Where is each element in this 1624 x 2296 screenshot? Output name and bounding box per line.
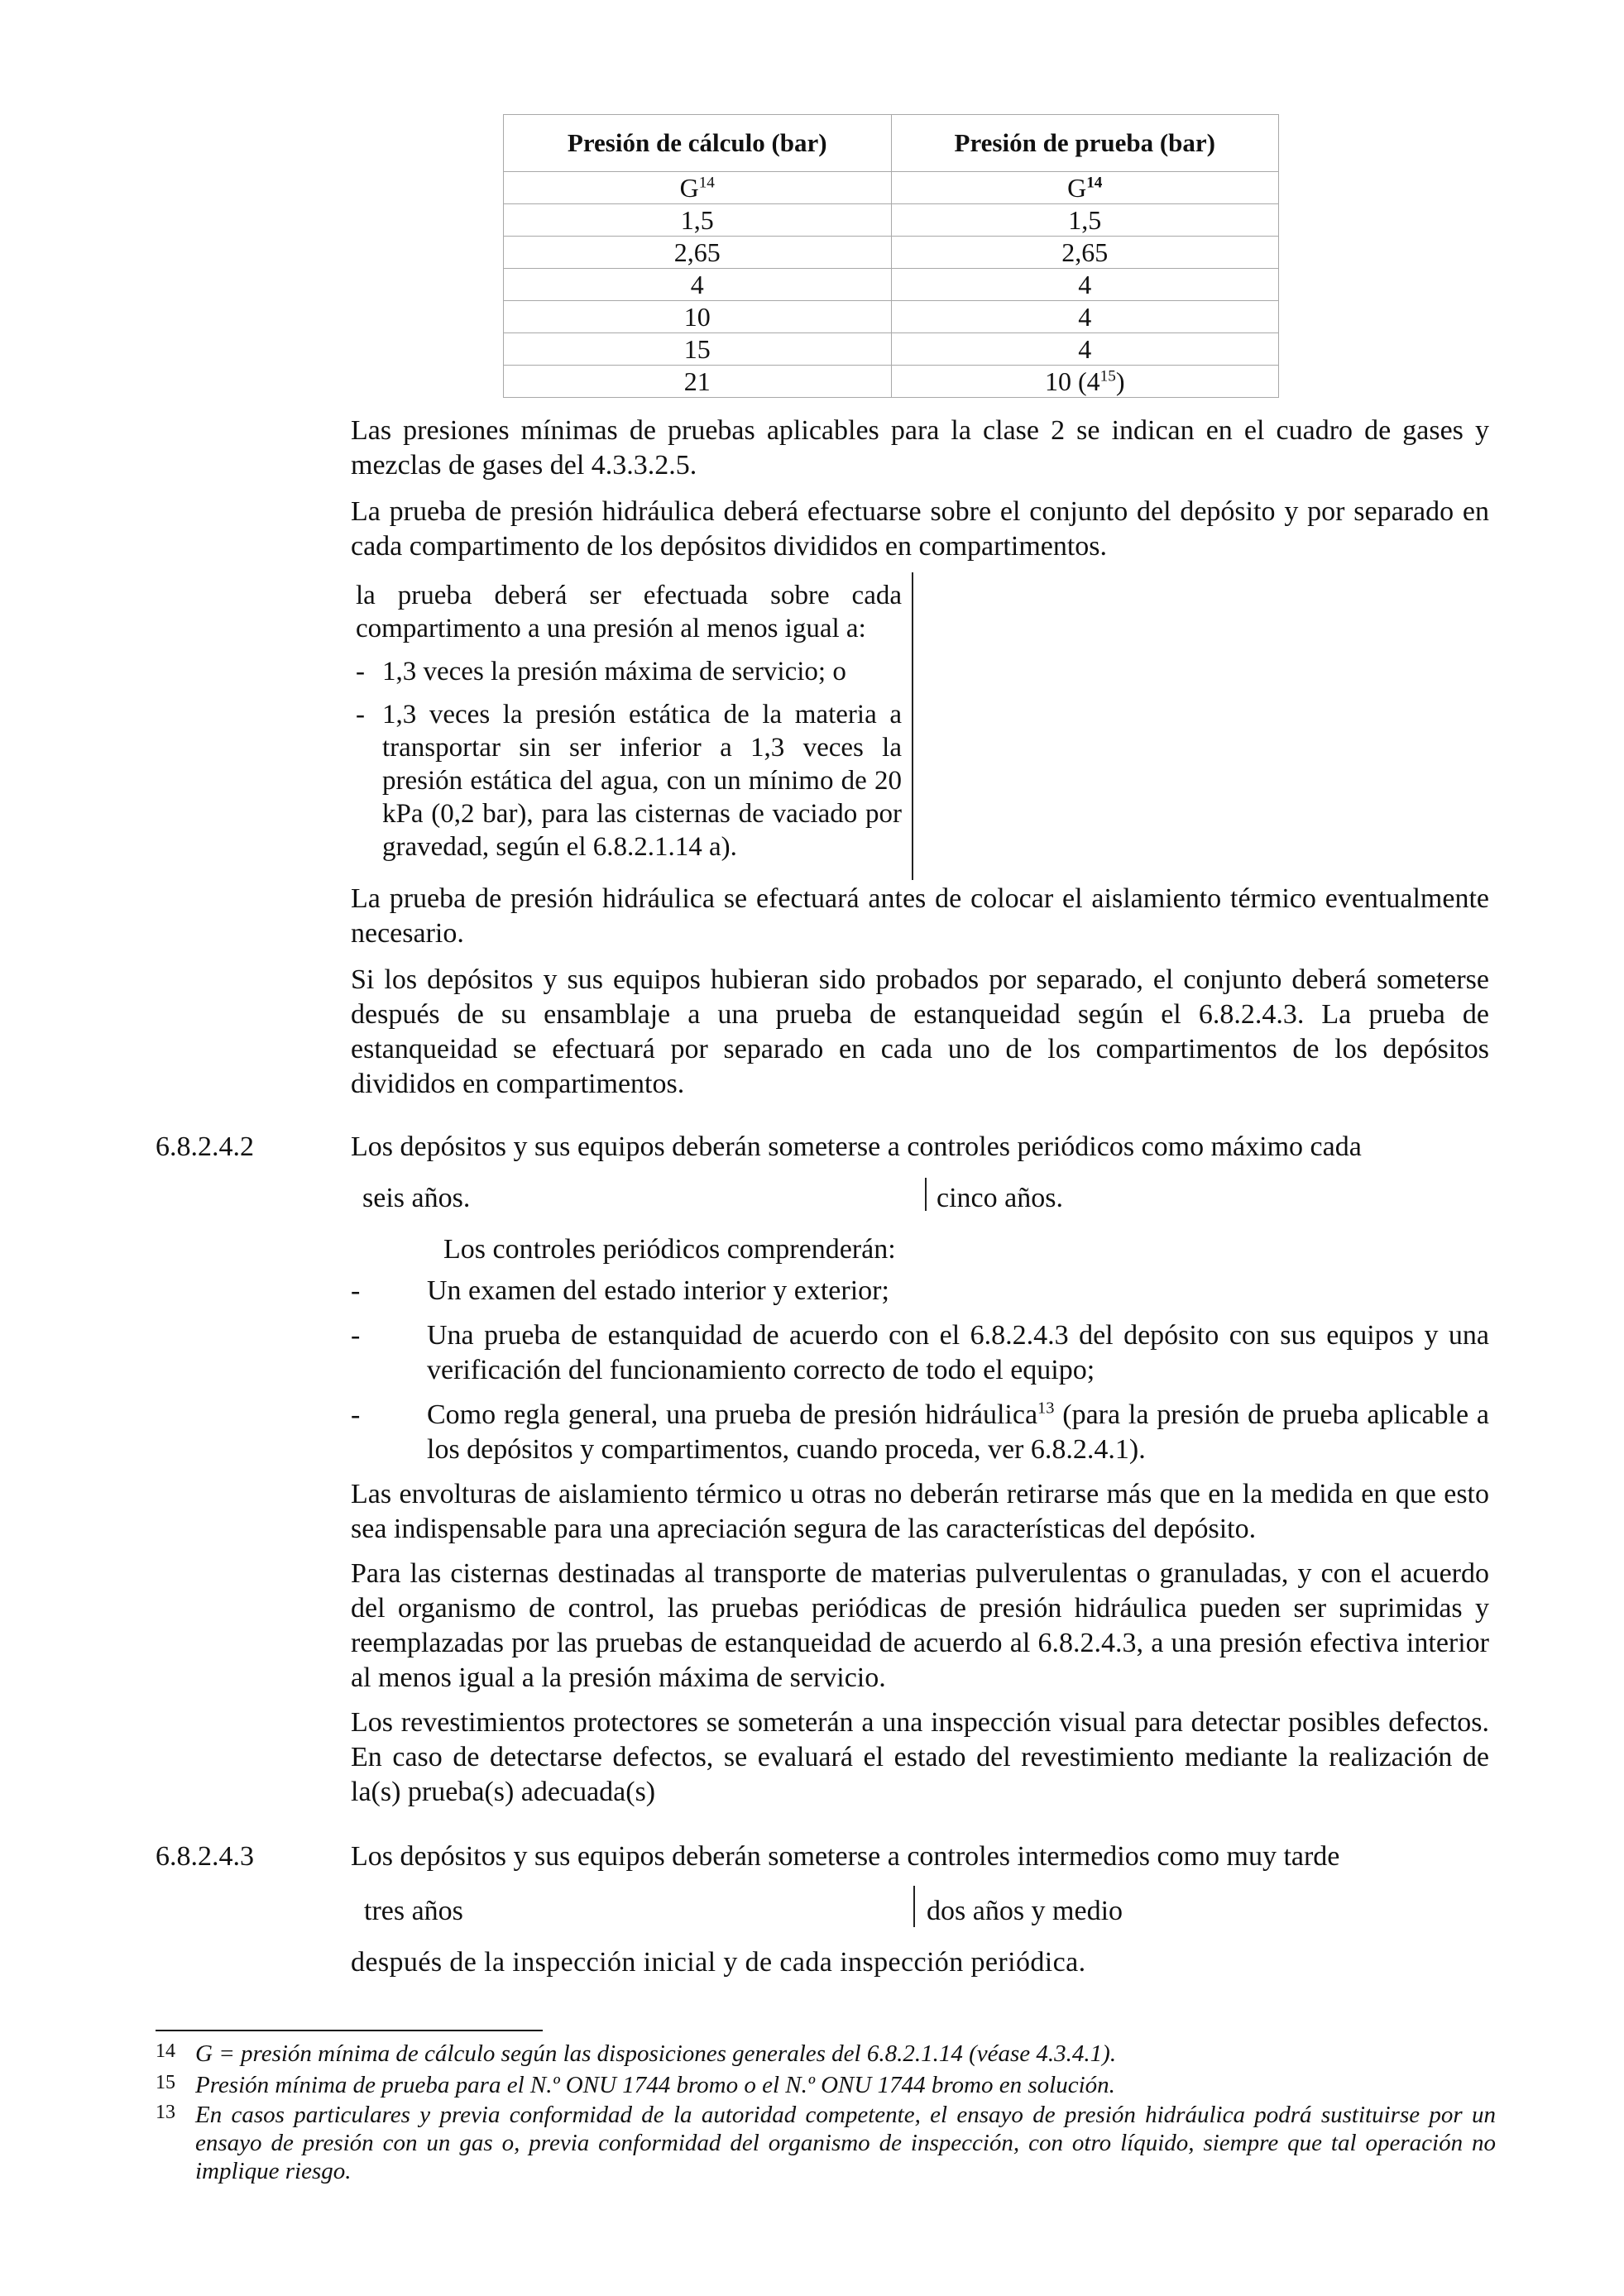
list-item <box>356 655 902 688</box>
list-item-text: 1,3 veces la presión máxima de servicio; o <box>382 657 846 686</box>
table-cell: 2,65 <box>891 237 1279 269</box>
table-row <box>504 269 1279 301</box>
table-cell: 4 <box>891 269 1279 301</box>
list-item-text: Una prueba de estanquidad de acuerdo con el 6.8.2.4.3 del depósito con sus equipos y una verificación del funcionamiento correcto de todo el equipo; <box>427 1320 1489 1385</box>
section-lead: Los depósitos y sus equipos deberán someterse a controles periódicos como máximo cada <box>351 1131 1362 1162</box>
section-lead: Los depósitos y sus equipos deberán someterse a controles intermedios como muy tarde <box>351 1841 1340 1872</box>
table-cell: 21 <box>504 366 892 398</box>
section-number: 6.8.2.4.3 <box>156 1841 254 1872</box>
list-item-text: Como regla general, una prueba de presión hidráulica$^{13}$ (para la presión de prueba aplicable a los depósitos y compartimentos, cuando proceda, ver 6.8.2.4.1). <box>427 1399 1489 1465</box>
dash-marker: - <box>351 1320 361 1351</box>
footnote-number: 14 <box>156 2040 175 2062</box>
side-block <box>356 579 902 873</box>
table-header-cell: Presión de prueba (bar) <box>891 115 1279 172</box>
list-item-text: 1,3 veces la presión estática de la materia a transportar sin ser inferior a 1,3 veces la presión estática del agua, con un mínimo de 20 kPa (0,2 bar), para las cisternas de vaciado por gravedad, según el 6.8.2.1.14 a). <box>382 700 902 862</box>
table-header-row <box>504 115 1279 172</box>
table-cell: 10 $(4^{15})$ <box>891 366 1279 398</box>
footnote-text: G = presión mínima de cálculo según las disposiciones generales del 6.8.2.1.14 (véase 4.3.4.1). <box>195 2040 1117 2067</box>
list-item <box>351 1318 1489 1388</box>
list-item <box>351 1274 1489 1308</box>
table-cell: 2,65 <box>504 237 892 269</box>
paragraph: Los revestimientos protectores se someterán a una inspección visual para detectar posibles defectos. En caso de detectarse defectos, se evaluará el estado del revestimiento mediante la realización de la(s) prueba(s) adecuada(s) <box>351 1707 1489 1807</box>
table-cell: 1,5 <box>504 204 892 237</box>
table-row <box>504 237 1279 269</box>
dash-marker: - <box>356 657 365 686</box>
footnote-rule <box>156 2030 543 2031</box>
option-left: tres años <box>364 1896 463 1926</box>
middle-paragraphs <box>351 882 1489 1113</box>
paragraph: La prueba de presión hidráulica se efectuará antes de colocar el aislamiento térmico eventualmente necesario. <box>351 883 1489 949</box>
dash-marker: - <box>351 1399 361 1430</box>
table-cell: 4 <box>504 269 892 301</box>
option-right: dos años y medio <box>927 1896 1123 1926</box>
option-right: cinco años. <box>937 1183 1063 1213</box>
footnote <box>156 2101 1496 2185</box>
dash-marker: - <box>356 700 365 729</box>
list-item-text: Un examen del estado interior y exterior; <box>427 1275 889 1306</box>
paragraph: Para las cisternas destinadas al transporte de materias pulverulentas o granuladas, y con el acuerdo del organismo de control, las pruebas periódicas de presión hidráulica pueden ser suprimidas y reemplazadas por las pruebas de estanqueidad de acuerdo al 6.8.2.4.3, a una presión efectiva interior al menos igual a la presión máxima de servicio. <box>351 1558 1489 1693</box>
footnote-number: 13 <box>156 2102 175 2123</box>
footnote-text: Presión mínima de prueba para el N.º ONU 1744 bromo o el N.º ONU 1744 bromo en solución. <box>195 2072 1115 2098</box>
table-row <box>504 172 1279 204</box>
table-cell: 10 <box>504 301 892 333</box>
change-bar <box>913 1886 915 1927</box>
table-cell: 4 <box>891 333 1279 366</box>
list-item <box>351 1398 1489 1467</box>
table-row <box>504 204 1279 237</box>
paragraph: La prueba de presión hidráulica deberá efectuarse sobre el conjunto del depósito y por separado en cada compartimento de los depósitos divididos en compartimentos. <box>351 496 1489 562</box>
table-cell: 1,5 <box>891 204 1279 237</box>
paragraph: Las presiones mínimas de pruebas aplicables para la clase 2 se indican en el cuadro de gases y mezclas de gases del 4.3.3.2.5. <box>351 415 1489 481</box>
change-bar <box>925 1178 927 1211</box>
table-cell: $G^{14}$ <box>891 172 1279 204</box>
footnote-number: 15 <box>156 2072 175 2093</box>
footnote <box>156 2040 1496 2068</box>
change-bar <box>912 572 913 880</box>
pressure-table <box>503 114 1279 398</box>
table-cell: 15 <box>504 333 892 366</box>
side-intro: la prueba deberá ser efectuada sobre cada compartimento a una presión al menos igual a: <box>356 581 902 643</box>
table-header-cell: Presión de cálculo (bar) <box>504 115 892 172</box>
table-row <box>504 366 1279 398</box>
section-tail: después de la inspección inicial y de cada inspección periódica. <box>351 1947 1086 1978</box>
paragraph: Si los depósitos y sus equipos hubieran sido probados por separado, el conjunto deberá someterse después de su ensamblaje a una prueba de estanqueidad según el 6.8.2.4.3. La prueba de estanqueidad se efectuará por separado en cada uno de los compartimentos de los depósitos divididos en compartimentos. <box>351 964 1489 1099</box>
table-cell: 4 <box>891 301 1279 333</box>
intro-paragraphs <box>351 414 1489 576</box>
table-row <box>504 301 1279 333</box>
section-number: 6.8.2.4.2 <box>156 1131 254 1162</box>
dash-marker: - <box>351 1275 361 1306</box>
footnote <box>156 2071 1496 2099</box>
controls-intro: Los controles periódicos comprenderán: <box>443 1234 896 1265</box>
list-item <box>356 698 902 863</box>
table-row <box>504 333 1279 366</box>
controls-list <box>351 1274 1489 1820</box>
paragraph: Las envolturas de aislamiento térmico u otras no deberán retirarse más que en la medida en que esto sea indispensable para una apreciación segura de las características del depósito. <box>351 1479 1489 1544</box>
table-cell: $G^{14}$ <box>504 172 892 204</box>
footnote-text: En casos particulares y previa conformidad de la autoridad competente, el ensayo de presión hidráulica podrá sustituirse por un ensayo de presión con un gas o, previa conformidad del organismo de inspección, con otro líquido, siempre que tal operación no implique riesgo. <box>195 2102 1496 2184</box>
option-left: seis años. <box>362 1183 471 1213</box>
